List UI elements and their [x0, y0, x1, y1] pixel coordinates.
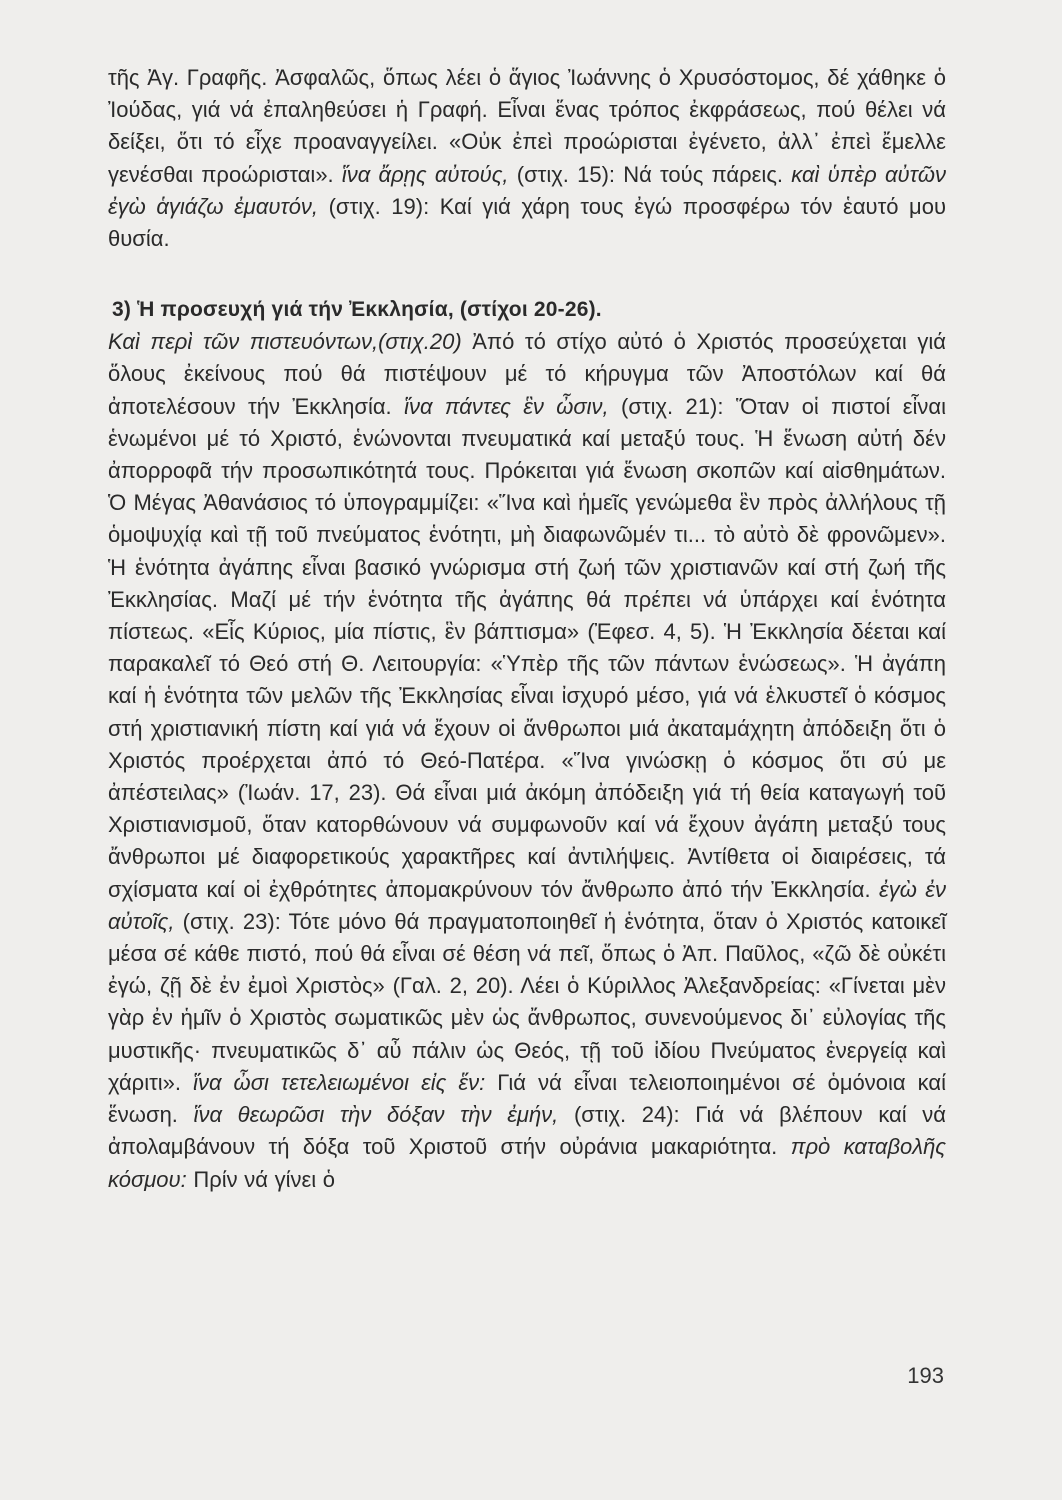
quote-italic: ἵνα ὦσι τετελειωμένοι εἰς ἕν: [193, 1069, 486, 1095]
quote-italic: ἵνα θεωρῶσι τὴν δόξαν τὴν ἐμήν, [193, 1102, 559, 1128]
text-run: τῆς Ἀγ. Γραφῆς. Ἀσφαλῶς, ὅπως λέει ὁ ἅγιος Ἰωάννης ὁ Χρυσόστομος, δέ χάθηκε ὁ Ἰούδας, γιά νά ἐπαληθεύσει ἡ Γραφή. Εἶναι ἕνας τρόπος ἐκφράσεως, πού θέλει νά δείξει, ὅτι τό εἶχε προαναγγείλει. «Οὐκ ἐπεὶ προώρισται ἐγένετο, ἀλλ᾽ ἐπεὶ ἔμελλε γενέσθαι προώρισται». [108, 65, 946, 187]
section-heading: 3) Ἡ προσευχή γιά τήν Ἐκκλησία, (στίχοι 20-26). [112, 298, 602, 322]
text-run: (στιχ. 19): Καί γιά χάρη τους ἐγώ προσφέρω τόν ἑαυτό μου θυσία. [108, 193, 946, 252]
quote-italic: ἐγὼ ἐν αὐτοῖς, [108, 876, 946, 934]
text-run: Γιά νά εἶναι τελειοποιημένοι σέ ὁμόνοια καί ἕνωση. [108, 1069, 946, 1128]
text-run: (στιχ. 23): Τότε μόνο θά πραγματοποιηθεῖ ἡ ἑνότητα, ὅταν ὁ Χριστός κατοικεῖ μέσα σέ κάθε πιστό, πού θά εἶναι σέ θέση νά πεῖ, ὅπως ὁ Ἀπ. Παῦλος, «ζῶ δὲ οὐκέτι ἐγώ, ζῇ δὲ ἐν ἐμοὶ Χριστὸς» (Γαλ. 2, 20). Λέει ὁ Κύριλλος Ἀλεξανδρείας: «Γίνεται μὲν γὰρ ἐν ἡμῖν ὁ Χριστὸς σωματικῶς μὲν ὡς ἄνθρωπος, συνενούμενος δι᾽ εὐλογίας τῆς μυστικῆς· πνευματικῶς δ᾽ αὖ πάλιν ὡς Θεός, τῇ τοῦ ἰδίου Πνεύματος ἐνεργείᾳ καὶ χάριτι». [108, 908, 946, 1095]
text-run: (στιχ. 24): Γιά νά βλέπουν καί νά ἀπολαμβάνουν τή δόξα τοῦ Χριστοῦ στήν οὐράνια μακαριότητα. [108, 1102, 947, 1160]
text-run: (στιχ. 15): Νά τούς πάρεις. [516, 161, 784, 187]
quote-italic: ἵνα πάντες ἓν ὦσιν, [404, 393, 609, 419]
page-number: 193 [907, 1363, 944, 1388]
paragraph-1 [108, 62, 946, 255]
quote-italic: πρὸ καταβολῆς κόσμου: [108, 1134, 946, 1192]
quote-italic: ἵνα ἄρῃς αὐτούς, [341, 161, 509, 187]
page-body [108, 62, 946, 1196]
text-run: Ἀπό τό στίχο αὐτό ὁ Χριστός προσεύχεται γιά ὅλους ἐκείνους πού θά πιστέψουν μέ τό κήρυγμα τῶν Ἀποστόλων καί θά ἀποτελέσουν τήν Ἐκκλησία. [108, 329, 946, 419]
quote-italic: Καὶ περὶ τῶν πιστευόντων,(στιχ.20) [108, 329, 462, 355]
paragraph-2 [108, 326, 946, 1195]
quote-italic: καὶ ὑπὲρ αὐτῶν ἐγὼ ἁγιάζω ἐμαυτόν, [108, 161, 946, 219]
text-run: (στιχ. 21): Ὅταν οἱ πιστοί εἶναι ἑνωμένοι μέ τό Χριστό, ἑνώνονται πνευματικά καί μεταξύ τους. Ἡ ἕνωση αὐτή δέν ἀπορροφᾶ τήν προσωπικότητά τους. Πρόκειται γιά ἕνωση σκοπῶν καί αἰσθημάτων. Ὁ Μέγας Ἀθανάσιος τό ὑπογραμμίζει: «Ἵνα καὶ ἡμεῖς γενώμεθα ἓν πρὸς ἀλλήλους τῇ ὁμοψυχίᾳ καὶ τῇ τοῦ πνεύματος ἑνότητι, μὴ διαφωνῶμέν τι... τὸ αὐτὸ δὲ φρονῶμεν». Ἡ ἑνότητα ἀγάπης εἶναι βασικό γνώρισμα στή ζωή τῶν χριστιανῶν καί στή ζωή τῆς Ἐκκλησίας. Μαζί μέ τήν ἑνότητα τῆς ἀγάπης θά πρέπει νά ὑπάρχει καί ἑνότητα πίστεως. «Εἷς Κύριος, μία πίστις, ἓν βάπτισμα» (Ἐφεσ. 4, 5). Ἡ Ἐκκλησία δέεται καί παρακαλεῖ τό Θεό στή Θ. Λειτουργία: «Ὑπὲρ τῆς τῶν πάντων ἑνώσεως». Ἡ ἀγάπη καί ἡ ἑνότητα τῶν μελῶν τῆς Ἐκκλησίας εἶναι ἰσχυρό μέσο, γιά νά ἑλκυστεῖ ὁ κόσμος στή χριστιανική πίστη καί γιά νά ἔχουν οἱ ἄνθρωποι μιά ἀκαταμάχητη ἀπόδειξη ὅτι ὁ Χριστός προέρχεται ἀπό τό Θεό-Πατέρα. «Ἵνα γινώσκῃ ὁ κόσμος ὅτι σύ με ἀπέστειλας» (Ἰωάν. 17, 23). Θά εἶναι μιά ἀκόμη ἀπόδειξη γιά τή θεία καταγωγή τοῦ Χριστιανισμοῦ, ὅταν κατορθώνουν νά συμφωνοῦν καί νά ἔχουν ἀγάπη μεταξύ τους ἄνθρωποι μέ διαφορετικούς χαρακτῆρες καί ἀντιλήψεις. Ἀντίθετα οἱ διαιρέσεις, τά σχίσματα καί οἱ ἐχθρότητες ἀπομακρύνουν τόν ἄνθρωπο ἀπό τήν Ἐκκλησία. [108, 393, 946, 902]
text-run: Πρίν νά γίνει ὁ [193, 1166, 336, 1192]
